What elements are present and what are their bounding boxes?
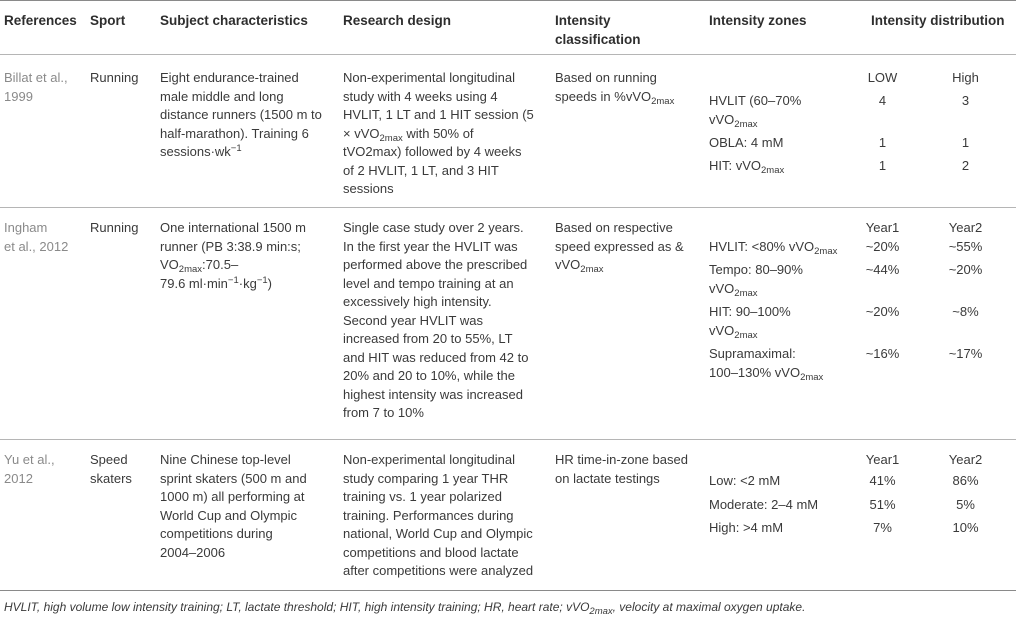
row1-design-line: of 2 HVLIT, 1 LT, and 3 HIT	[343, 162, 499, 178]
row3-subject-line: competitions during	[160, 526, 273, 541]
row1-zone-1	[709, 92, 801, 129]
row1-design-line: tVO2max) followed by 4 weeks	[343, 144, 522, 159]
row3-class-line: on lactate testings	[555, 470, 660, 486]
row2-zone-3	[709, 303, 791, 340]
row3-ref-line: Yu et al.,	[4, 452, 55, 467]
row3-subject-line: sprint skaters (500 m and	[160, 470, 307, 486]
row2-design-line: In the first year the HVLIT was	[343, 238, 518, 254]
row3-sport-line: skaters	[90, 470, 132, 486]
row3-design-line: study comparing 1 year THR	[343, 470, 509, 486]
row3-design	[343, 451, 533, 581]
row1-zone-3-b: 2	[961, 158, 970, 173]
row1-design-line: sessions	[343, 181, 394, 196]
row-divider-1	[0, 207, 1016, 208]
row3-design-line: Non-experimental longitudinal	[343, 452, 515, 467]
header-sport: Sport	[90, 13, 126, 28]
row1-design-line: HVLIT, 1 LT and 1 HIT session (5	[343, 107, 534, 122]
header-subject: Subject characteristics	[160, 13, 308, 28]
row3-sport	[90, 451, 132, 488]
row2-zone-1: HVLIT: <80% vVO$_{2max}$	[709, 239, 838, 257]
row3-subject-line: 2004–2006	[160, 544, 226, 560]
row3-zone-2: Moderate: 2–4 mM	[709, 497, 819, 512]
row1-subject-line: Eight endurance-trained	[160, 70, 299, 85]
row1-design	[343, 69, 534, 199]
row3-zone-1-b: 86%	[952, 473, 979, 488]
row1-zone-3: HIT: vVO$_{2max}$	[709, 158, 785, 176]
row1-zone-3-a: 1	[878, 158, 887, 173]
row2-zone-2-a: ~44%	[865, 262, 900, 277]
row3-reference	[4, 451, 55, 488]
top-rule	[0, 0, 1016, 1]
row2-zone-4-b: ~17%	[948, 346, 983, 361]
row3-zone-2-a: 51%	[869, 497, 896, 512]
row2-ref-line: et al., 2012	[4, 238, 69, 254]
row1-zone-2-b: 1	[961, 135, 970, 150]
row3-zone-2-b: 5%	[956, 497, 975, 512]
row2-design-line: increased from 20 to 55%, LT	[343, 331, 513, 346]
row1-classification	[555, 69, 674, 106]
row3-subject-line: Nine Chinese top-level	[160, 452, 291, 467]
row3-col-b-label: Year2	[948, 452, 983, 467]
row2-zone-2-b: ~20%	[948, 262, 983, 277]
header-zones: Intensity zones	[709, 13, 807, 28]
row2-classification	[555, 219, 684, 275]
row3-subject-line: 1000 m) all performing at	[160, 489, 305, 504]
row1-subject-line: $sessions\cdot wk^{-1}$	[160, 143, 242, 159]
row2-design-line: highest intensity was increased	[343, 386, 523, 402]
header-classification-1: Intensity	[555, 13, 611, 28]
row2-design-line: performed above the prescribed	[343, 257, 528, 272]
row3-zone-1: Low: <2 mM	[709, 473, 781, 488]
row1-zone-2: OBLA: 4 mM	[709, 135, 784, 150]
bottom-rule	[0, 590, 1016, 591]
row2-zone-4-a: ~16%	[865, 346, 900, 361]
row1-class-line: speeds in %vVO$_{2max}$	[555, 88, 675, 107]
row1-ref-line: 1999	[4, 88, 33, 104]
row1-ref-line: Billat et al.,	[4, 70, 68, 85]
row2-class-line: speed expressed as &	[555, 238, 684, 254]
row-divider-2	[0, 439, 1016, 440]
row1-subject-line: distance runners (1500 m to	[160, 107, 322, 122]
row2-class-line: Based on respective	[555, 220, 673, 235]
row1-sport: Running	[90, 70, 139, 85]
row2-design-line: from 7 to 10%	[343, 405, 424, 420]
row3-col-a-label: Year1	[865, 452, 900, 467]
row1-col-a-label: LOW	[867, 70, 898, 85]
row2-design-line: Second year HVLIT was	[343, 312, 483, 328]
row1-col-b-label: High	[952, 70, 979, 85]
row1-class-line: Based on running	[555, 70, 657, 85]
row2-col-a-label: Year1	[865, 220, 900, 235]
row2-subject-line: runner (PB 3:38.9 min:s;	[160, 238, 301, 254]
row1-design-line: Non-experimental longitudinal	[343, 70, 515, 85]
row3-ref-line: 2012	[4, 470, 33, 486]
row2-subject-line: 79.6 $ml\cdot\min^{-1}\cdot kg^{-1}$)	[160, 274, 273, 291]
table-footnote: HVLIT, high volume low intensity training; LT, lactate threshold; HIT, high intensity training; HR, heart rate; vVO$_{2max}$, velocity at maximal oxygen uptake.	[4, 600, 806, 617]
row3-design-line: national, World Cup and Olympic	[343, 526, 533, 541]
row2-design-line: Single case study over 2 years.	[343, 220, 524, 235]
row3-subject	[160, 451, 307, 562]
row3-design-line: training. Performances during	[343, 507, 514, 523]
row3-class-line: HR time-in-zone based	[555, 452, 688, 467]
zone-label: vVO$_{2max}$	[709, 111, 758, 130]
row2-reference	[4, 219, 68, 256]
row1-zone-1-a: 4	[878, 93, 887, 108]
row1-zone-1-b: 3	[961, 93, 970, 108]
row2-class-line: vVO$_{2max}$	[555, 257, 604, 275]
zone-label: Tempo: 80–90%	[709, 262, 803, 277]
row2-zone-3-b: ~8%	[952, 304, 979, 319]
row1-zone-2-a: 1	[878, 135, 887, 150]
row3-sport-line: Speed	[90, 452, 128, 467]
zone-label: vVO$_{2max}$	[709, 322, 758, 341]
row3-classification	[555, 451, 688, 488]
row2-zone-3-a: ~20%	[865, 304, 900, 319]
zone-label: vVO$_{2max}$	[709, 280, 758, 299]
row2-col-b-label: Year2	[948, 220, 983, 235]
header-rule	[0, 54, 1016, 55]
row2-subject-line: One international 1500 m	[160, 220, 306, 235]
row3-zone-3: High: >4 mM	[709, 520, 784, 535]
row2-zone-4	[709, 345, 823, 382]
header-design: Research design	[343, 13, 452, 28]
header-classification-2: classification	[555, 32, 641, 47]
row2-design	[343, 219, 528, 423]
row2-design-line: level and tempo training at an	[343, 275, 514, 291]
header-references: References	[4, 13, 77, 28]
row3-design-line: competitions and blood lactate	[343, 544, 519, 560]
row3-zone-3-b: 10%	[952, 520, 979, 535]
row2-sport: Running	[90, 220, 139, 235]
row1-reference	[4, 69, 68, 106]
row1-design-line: × vVO$_{2max}$ with 50% of	[343, 125, 474, 144]
row2-zone-1-b: ~55%	[948, 239, 983, 254]
row1-subject-line: half-marathon). Training 6	[160, 125, 309, 141]
zone-label: HIT: 90–100%	[709, 304, 791, 319]
row3-zone-1-a: 41%	[869, 473, 896, 488]
row2-subject-line: $VO_{2max}:70.5-$	[160, 257, 239, 275]
zone-label: Supramaximal:	[709, 346, 796, 361]
row1-subject	[160, 69, 322, 162]
row2-ref-line: Ingham	[4, 220, 48, 235]
header-distribution: Intensity distribution	[871, 13, 1005, 28]
row3-subject-line: World Cup and Olympic	[160, 507, 298, 523]
row2-zone-1-a: ~20%	[865, 239, 900, 254]
row2-zone-2	[709, 261, 803, 298]
row1-design-line: study with 4 weeks using 4	[343, 88, 498, 104]
zone-label: HVLIT (60–70%	[709, 93, 802, 108]
row2-design-line: and HIT was reduced from 42 to	[343, 349, 529, 365]
row3-design-line: after competitions were analyzed	[343, 563, 534, 578]
row3-zone-3-a: 7%	[873, 520, 892, 535]
row3-design-line: training vs. 1 year polarized	[343, 489, 502, 504]
row2-subject	[160, 219, 306, 293]
row2-design-line: 20% and 20 to 10%, while the	[343, 368, 516, 383]
row2-design-line: excessively high intensity.	[343, 294, 492, 309]
zone-label: 100–130% vVO$_{2max}$	[709, 364, 824, 383]
row1-subject-line: male middle and long	[160, 88, 284, 104]
